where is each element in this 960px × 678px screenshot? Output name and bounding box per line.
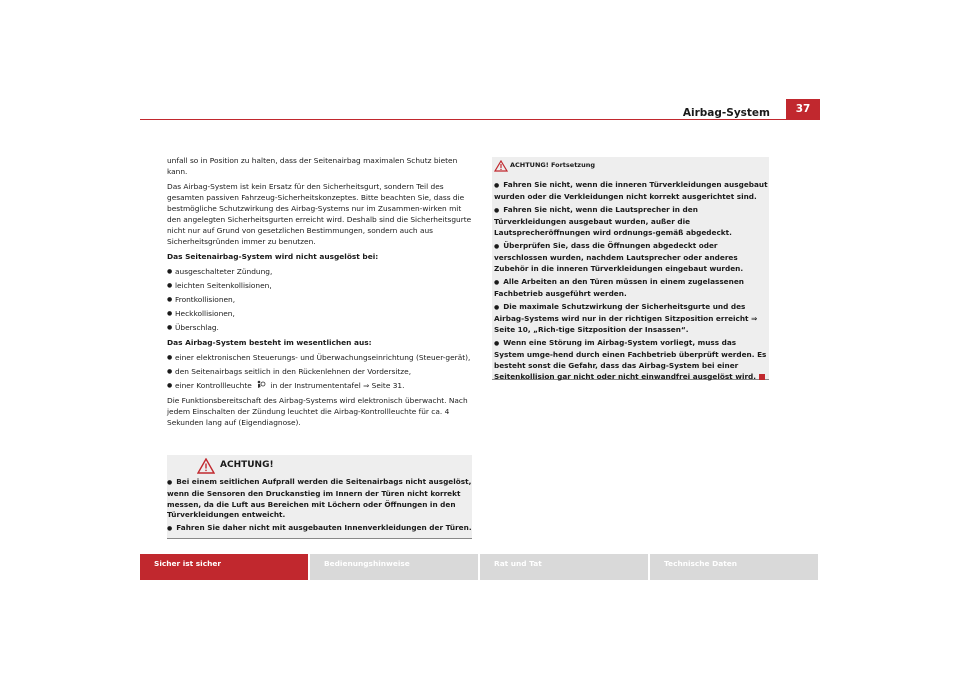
tab-rat-und-tat[interactable]: Rat und Tat	[480, 554, 648, 580]
consists-list	[167, 352, 472, 391]
tab-bedienungshinweise[interactable]: Bedienungshinweise	[310, 554, 478, 580]
end-marker	[759, 374, 765, 380]
warning-light-text-pre: einer Kontrollleuchte	[175, 381, 252, 390]
list-item	[167, 380, 472, 391]
tab-technische-daten[interactable]: Technische Daten	[650, 554, 818, 580]
warning-item: ● Fahren Sie daher nicht mit ausgebauten Innenverkleidungen der Türen.	[167, 523, 472, 533]
list-item: ● ausgeschalteter Zündung,	[167, 266, 472, 277]
left-column	[167, 155, 472, 432]
list-item: ● Frontkollisionen,	[167, 294, 472, 305]
consists-heading: Das Airbag-System besteht im wesentlichen aus:	[167, 338, 372, 347]
warning-body	[167, 477, 472, 537]
not-triggered-list	[167, 266, 472, 333]
not-triggered-heading: Das Seitenairbag-System wird nicht ausgelöst bei:	[167, 252, 379, 261]
list-item: ● einer elektronischen Steuerungs- und Überwachungseinrichtung (Steuer-gerät),	[167, 352, 472, 363]
intro-paragraph-1: unfall so in Position zu halten, dass der Seitenairbag maximalen Schutz bieten kann.	[167, 156, 458, 176]
warning-body	[494, 179, 769, 384]
footer-nav	[140, 554, 820, 580]
list-item: ● leichten Seitenkollisionen,	[167, 280, 472, 291]
warning-item: ● Fahren Sie nicht, wenn die Lautsprecher in den Türverkleidungen ausgebaut wurden, außer die Lautsprecheröffnungen wird ordnungs-gemäß abgedeckt.	[494, 205, 732, 237]
warning-item: ● Fahren Sie nicht, wenn die inneren Türverkleidungen ausgebaut wurden oder die Verkleidungen nicht korrekt ausgerichtet sind.	[494, 180, 768, 201]
list-item: ● Überschlag.	[167, 322, 472, 333]
tab-sicher-ist-sicher[interactable]: Sicher ist sicher	[140, 554, 308, 580]
warning-item: ● Alle Arbeiten an den Türen müssen in einem zugelassenen Fachbetrieb ausgeführt werden.	[494, 277, 744, 298]
warning-item: ● Überprüfen Sie, dass die Öffnungen abgedeckt oder verschlossen wurden, nachdem Lautsprecher oder anderes Zubehör in die inneren Türverkleidungen eingebaut wurden.	[494, 241, 744, 273]
warning-item: ● Die maximale Schutzwirkung der Sicherheitsgurte und des Airbag-Systems wird nur in der richtigen Sitzposition erreicht ⇒ Seite 10, „Rich-tige Sitzposition der Insassen“.	[494, 302, 758, 334]
monitor-paragraph: Die Funktionsbereitschaft des Airbag-Systems wird elektronisch überwacht. Nach jedem Einschalten der Zündung leuchtet die Airbag-Kontrollleuchte für ca. 4 Sekunden lang auf (Eigendiagnose).	[167, 396, 468, 427]
warning-continued-box	[492, 157, 769, 380]
intro-paragraph-2: Das Airbag-System ist kein Ersatz für den Sicherheitsgurt, sondern Teil des gesamten passiven Fahrzeug-Sicherheitskonzeptes. Bitte beachten Sie, dass die bestmögliche Schutzwirkung des Airbag-Systems nur im Zusammen-wirken mit den angelegten Sicherheitsgurten erreicht wird. Deshalb sind die Sicherheitsgurte nicht nur auf Grund von gesetzlichen Bestimmungen, sondern auch aus Sicherheitsgründen immer zu benutzen.	[167, 182, 472, 246]
warning-light-text-post: in der Instrumententafel ⇒ Seite 31.	[270, 381, 405, 390]
warning-heading: ACHTUNG! Fortsetzung	[510, 161, 595, 169]
section-title: Airbag-System	[682, 107, 770, 119]
list-item: ● Heckkollisionen,	[167, 308, 472, 319]
airbag-warning-icon	[256, 380, 266, 389]
warning-item: ● Wenn eine Störung im Airbag-System vorliegt, muss das System umge-hend durch einen Fachbetrieb überprüft werden. Es besteht sonst die Gefahr, dass das Airbag-System bei einer Seitenkollision gar nicht oder nicht einwandfrei ausgelöst wird.	[494, 338, 767, 381]
page-number: 37	[786, 99, 820, 119]
warning-box	[167, 455, 472, 539]
header-rule	[140, 119, 820, 120]
list-item: ● den Seitenairbags seitlich in den Rückenlehnen der Vordersitze,	[167, 366, 472, 377]
warning-triangle-icon	[197, 458, 215, 474]
warning-item: ● Bei einem seitlichen Aufprall werden die Seitenairbags nicht ausgelöst, wenn die Sensoren den Druckanstieg im Innern der Türen nicht korrekt messen, da die Luft aus Bereichen mit Löchern oder Öffnungen in den Türverkleidungen entweicht.	[167, 477, 472, 520]
warning-heading: ACHTUNG!	[220, 460, 274, 470]
warning-triangle-icon	[494, 160, 508, 172]
